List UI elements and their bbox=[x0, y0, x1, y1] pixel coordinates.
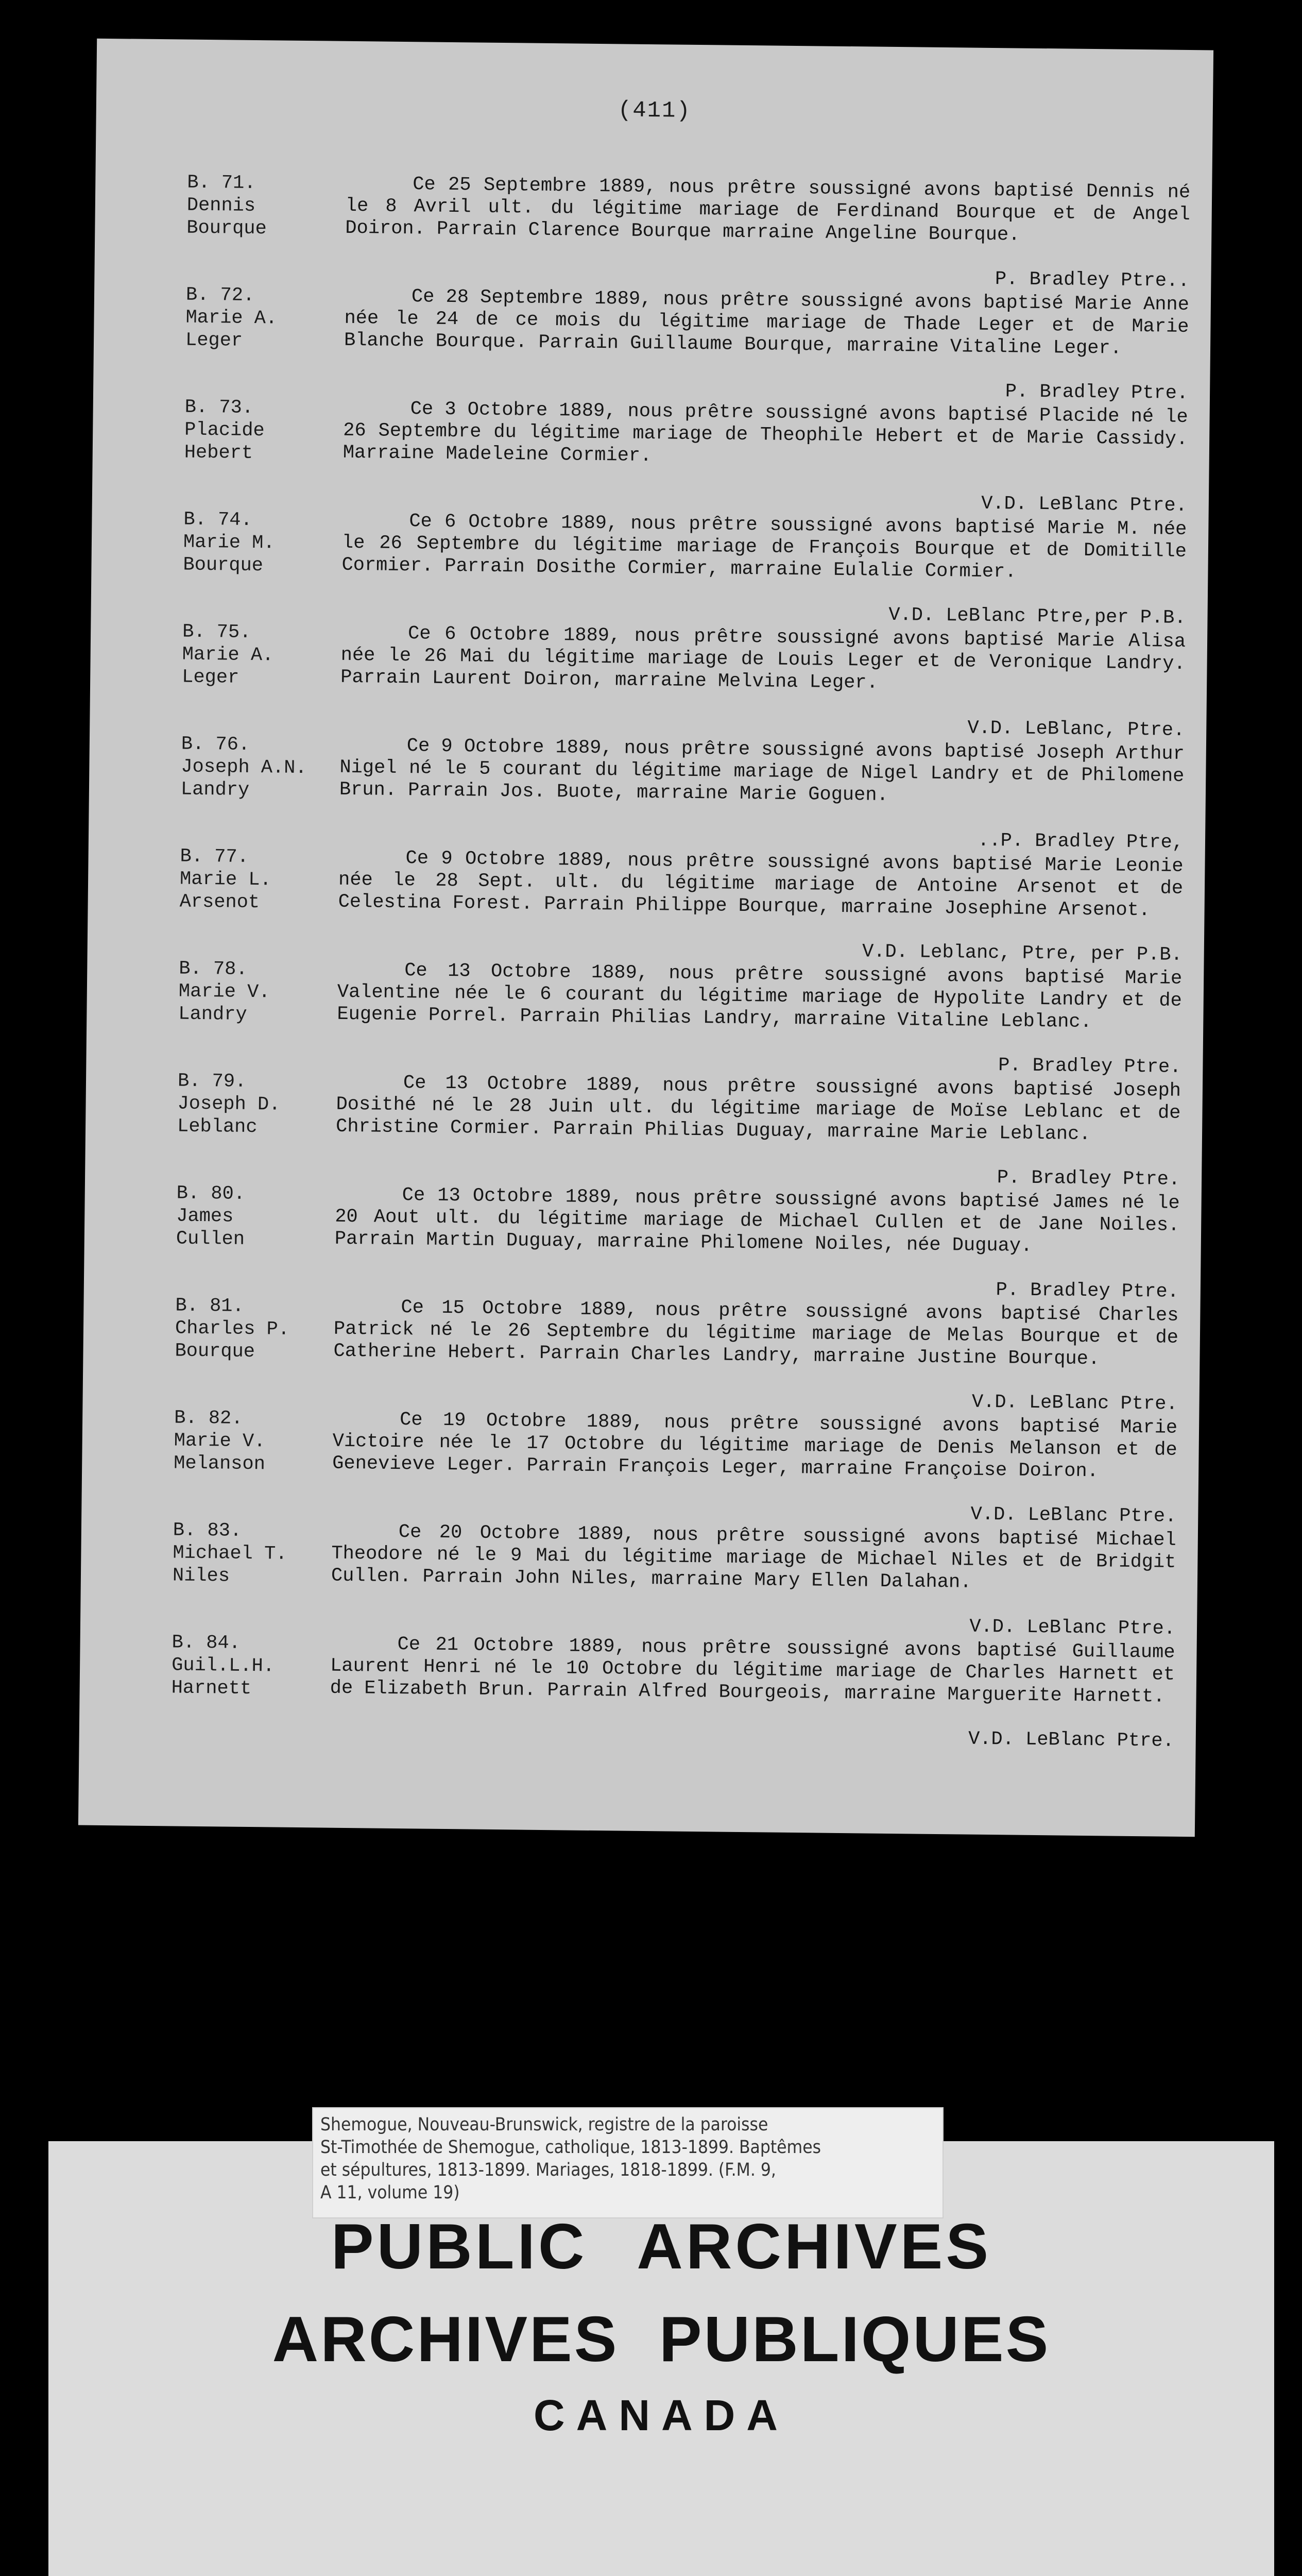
entry-signature: V.D. LeBlanc, Ptre. bbox=[967, 717, 1185, 741]
register-page bbox=[78, 39, 1213, 1837]
archive-title-fr: ARCHIVES PUBLIQUES bbox=[272, 2304, 1051, 2375]
entry-label: B. 78. Marie V. Landry bbox=[178, 958, 270, 1026]
entry-text: Ce 15 Octobre 1889, nous prêtre soussigné avons baptisé Charles Patrick né le 26 Septembre du légitime mariage de Melas Bourque et de Catherine Hebert. Parrain Charles Landry, marraine Justine Bourque. bbox=[333, 1297, 1179, 1370]
entry-signature: V.D. LeBlanc Ptre. bbox=[968, 1728, 1174, 1752]
entry-text: Ce 21 Octobre 1889, nous prêtre soussigné avons baptisé Guillaume Laurent Henri né le 10 Octobre du légitime mariage de Charles Harnett et de Elizabeth Brun. Parrain Alfred Bourgeois, marraine Marguerite Harnett. bbox=[330, 1634, 1175, 1708]
entry-text: Ce 13 Octobre 1889, nous prêtre soussigné avons baptisé Marie Valentine née le 6 courant du légitime mariage de Hypolite Landry et de Eugenie Porrel. Parrain Philias Landry, marraine Vitaline Leblanc. bbox=[337, 960, 1183, 1033]
entry-signature: V.D. Leblanc, Ptre, per P.B. bbox=[862, 941, 1183, 966]
baptism-entry bbox=[96, 171, 1212, 292]
entry-signature: V.D. LeBlanc Ptre. bbox=[971, 1391, 1178, 1415]
entry-label: B. 84. Guil.L.H. Harnett bbox=[171, 1632, 275, 1700]
entry-text: Ce 3 Octobre 1889, nous prêtre soussigné avons baptisé Placide né le 26 Septembre du légitime mariage de Theophile Hebert et de Marie Cassidy. Marraine Madeleine Cormier. bbox=[342, 398, 1188, 467]
entry-signature: ..P. Bradley Ptre, bbox=[978, 829, 1184, 854]
entry-signature: P. Bradley Ptre.. bbox=[995, 268, 1190, 292]
entry-label: B. 74. Marie M. Bourque bbox=[183, 509, 275, 577]
archive-label: Shemogue, Nouveau-Brunswick, registre de la paroisse St-Timothée de Shemogue, catholique, 1813-1899. Baptêmes et sépultures, 1813-1899. Mariages, 1818-1899. (F.M. 9, A 11, volume 19) bbox=[312, 2107, 944, 2218]
entry-signature: P. Bradley Ptre. bbox=[1005, 381, 1189, 404]
entry-text: Ce 28 Septembre 1889, nous prêtre soussigné avons baptisé Marie Anne née le 24 de ce mois du légitime mariage de Thade Leger et de Marie Blanche Bourque. Parrain Guillaume Bourque, marraine Vitaline Leger. bbox=[344, 286, 1190, 360]
entry-label: B. 72. Marie A. Leger bbox=[185, 284, 278, 352]
entry-text: Ce 19 Octobre 1889, nous prêtre soussigné avons baptisé Marie Victoire née le 17 Octobre du légitime mariage de Denis Melanson et de Genevieve Leger. Parrain François Leger, marraine Françoise Doiron. bbox=[332, 1409, 1178, 1483]
entry-label: B. 80. James Cullen bbox=[176, 1182, 246, 1250]
entry-signature: V.D. LeBlanc Ptre,per P.B. bbox=[888, 604, 1186, 629]
entry-label: B. 83. Michael T. Niles bbox=[172, 1519, 287, 1587]
entry-text: Ce 20 Octobre 1889, nous prêtre soussigné avons baptisé Michael Theodore né le 9 Mai du légitime mariage de Michael Niles et de Bridgit Cullen. Parrain John Niles, marraine Mary Ellen Dalahan. bbox=[331, 1521, 1177, 1594]
entry-signature: V.D. LeBlanc Ptre. bbox=[981, 493, 1188, 517]
entry-text: Ce 13 Octobre 1889, nous prêtre soussigné avons baptisé James né le 20 Aout ult. du légitime mariage de Michael Cullen et de Jane Noiles. Parrain Martin Duguay, marraine Philomene Noiles, née Duguay. bbox=[334, 1184, 1180, 1257]
entry-label: B. 76. Joseph A.N. Landry bbox=[180, 733, 307, 801]
entry-signature: P. Bradley Ptre. bbox=[996, 1279, 1179, 1303]
entry-label: B. 79. Joseph D. Leblanc bbox=[177, 1070, 281, 1139]
entry-text: Ce 6 Octobre 1889, nous prêtre soussigné avons baptisé Marie Alisa née le 26 Mai du légitime mariage de Louis Leger et de Veronique Landry. Parrain Laurent Doiron, marraine Melvina Leger. bbox=[340, 623, 1186, 694]
entry-label: B. 77. Marie L. Arsenot bbox=[179, 845, 271, 914]
entry-text: Ce 6 Octobre 1889, nous prêtre soussigné avons baptisé Marie M. née le 26 Septembre du légitime mariage de François Bourque et de Domitille Cormier. Parrain Dosithe Cormier, marraine Eulalie Cormier. bbox=[341, 511, 1187, 583]
entry-label: B. 73. Placide Hebert bbox=[184, 396, 265, 464]
entry-text: Ce 9 Octobre 1889, nous prêtre soussigné avons baptisé Joseph Arthur Nigel né le 5 courant du légitime mariage de Nigel Landry et de Philomene Brun. Parrain Jos. Buote, marraine Marie Goguen. bbox=[339, 735, 1185, 806]
entry-signature: V.D. LeBlanc Ptre. bbox=[970, 1503, 1177, 1528]
entry-label: B. 82. Marie V. Melanson bbox=[174, 1407, 266, 1476]
entry-signature: P. Bradley Ptre. bbox=[997, 1167, 1180, 1191]
entry-text: Ce 9 Octobre 1889, nous prêtre soussigné avons baptisé Marie Leonie née le 28 Sept. ult. du légitime mariage de Antoine Arsenot et de Celestina Forest. Parrain Philippe Bourque, marraine Josephine Arsenot. bbox=[338, 848, 1184, 922]
entry-signature: P. Bradley Ptre. bbox=[998, 1055, 1181, 1078]
entry-label: B. 75. Marie A. Leger bbox=[182, 621, 274, 689]
archive-title-en: PUBLIC ARCHIVES bbox=[331, 2211, 992, 2282]
entry-text: Ce 13 Octobre 1889, nous prêtre soussigné avons baptisé Joseph Dosithé né le 28 Juin ult. du légitime mariage de Moïse Leblanc et de Christine Cormier. Parrain Philias Duguay, marraine Marie Leblanc. bbox=[335, 1072, 1181, 1146]
entry-label: B. 81. Charles P. Bourque bbox=[175, 1295, 290, 1363]
entry-text: Ce 25 Septembre 1889, nous prêtre soussigné avons baptisé Dennis né le 8 Avril ult. du légitime mariage de Ferdinand Bourque et de Angel Doiron. Parrain Clarence Bourque marraine Angeline Bourque. bbox=[345, 174, 1191, 246]
archive-country: CANADA bbox=[534, 2391, 789, 2439]
entry-label: B. 71. Dennis Bourque bbox=[186, 172, 267, 240]
page-number: (411) bbox=[618, 97, 692, 124]
entry-signature: V.D. LeBlanc Ptre. bbox=[969, 1616, 1176, 1640]
